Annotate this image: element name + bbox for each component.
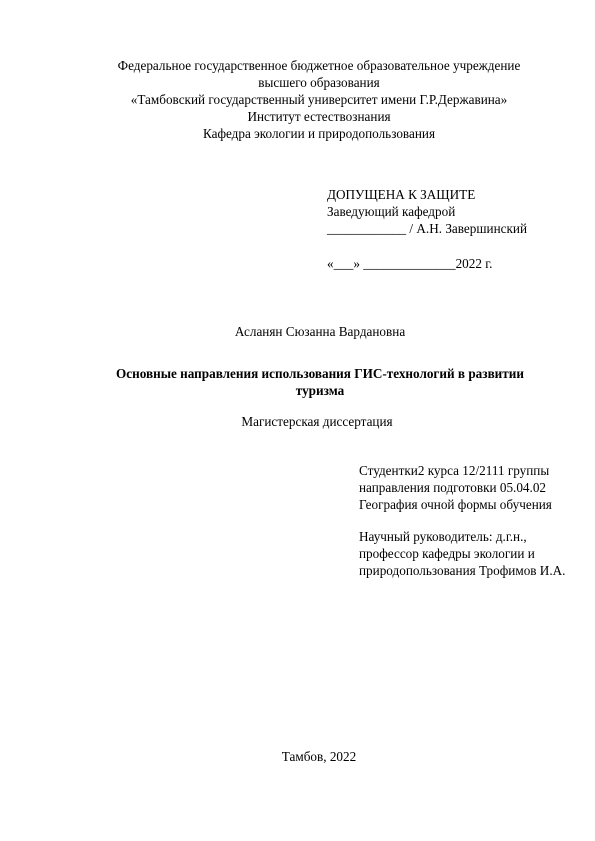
approval-block: [327, 186, 587, 272]
header-line-federal: Федеральное государственное бюджетное образовательное учреждение: [117, 58, 521, 73]
supervisor-line-2: профессор кафедры экологии и: [359, 546, 535, 561]
thesis-title-line-2: туризма: [295, 383, 345, 398]
header-line-education-level: высшего образования: [258, 75, 380, 90]
header-line-university: «Тамбовский государственный университет имени Г.Р.Державина»: [130, 92, 508, 107]
thesis-title: [90, 365, 550, 399]
student-info-line-1: Студентки2 курса 12/2111 группы: [359, 463, 550, 478]
supervisor-block: [359, 528, 589, 579]
author-name: Асланян Сюзанна Вардановна: [234, 324, 406, 339]
thesis-title-line-1: Основные направления использования ГИС-технологий в развитии: [116, 366, 524, 381]
institution-header: [0, 57, 595, 142]
approval-status: ДОПУЩЕНА К ЗАЩИТЕ: [327, 187, 476, 202]
header-line-institute: Институт естествознания: [247, 109, 391, 124]
student-info-block: [359, 462, 589, 513]
supervisor-line-3: природопользования Трофимов И.А.: [359, 563, 566, 578]
approval-signature-line: ____________ / А.Н. Завершинский: [327, 221, 528, 236]
approval-date-line: «___» ______________2022 г.: [327, 256, 493, 271]
student-info-line-3: География очной формы обучения: [359, 497, 552, 512]
thesis-type: Магистерская диссертация: [241, 414, 393, 429]
place-and-year: Тамбов, 2022: [281, 749, 357, 764]
supervisor-line-1: Научный руководитель: д.г.н.,: [359, 529, 527, 544]
header-line-department: Кафедра экологии и природопользования: [202, 126, 436, 141]
approval-role: Заведующий кафедрой: [327, 204, 456, 219]
student-info-line-2: направления подготовки 05.04.02: [359, 480, 547, 495]
